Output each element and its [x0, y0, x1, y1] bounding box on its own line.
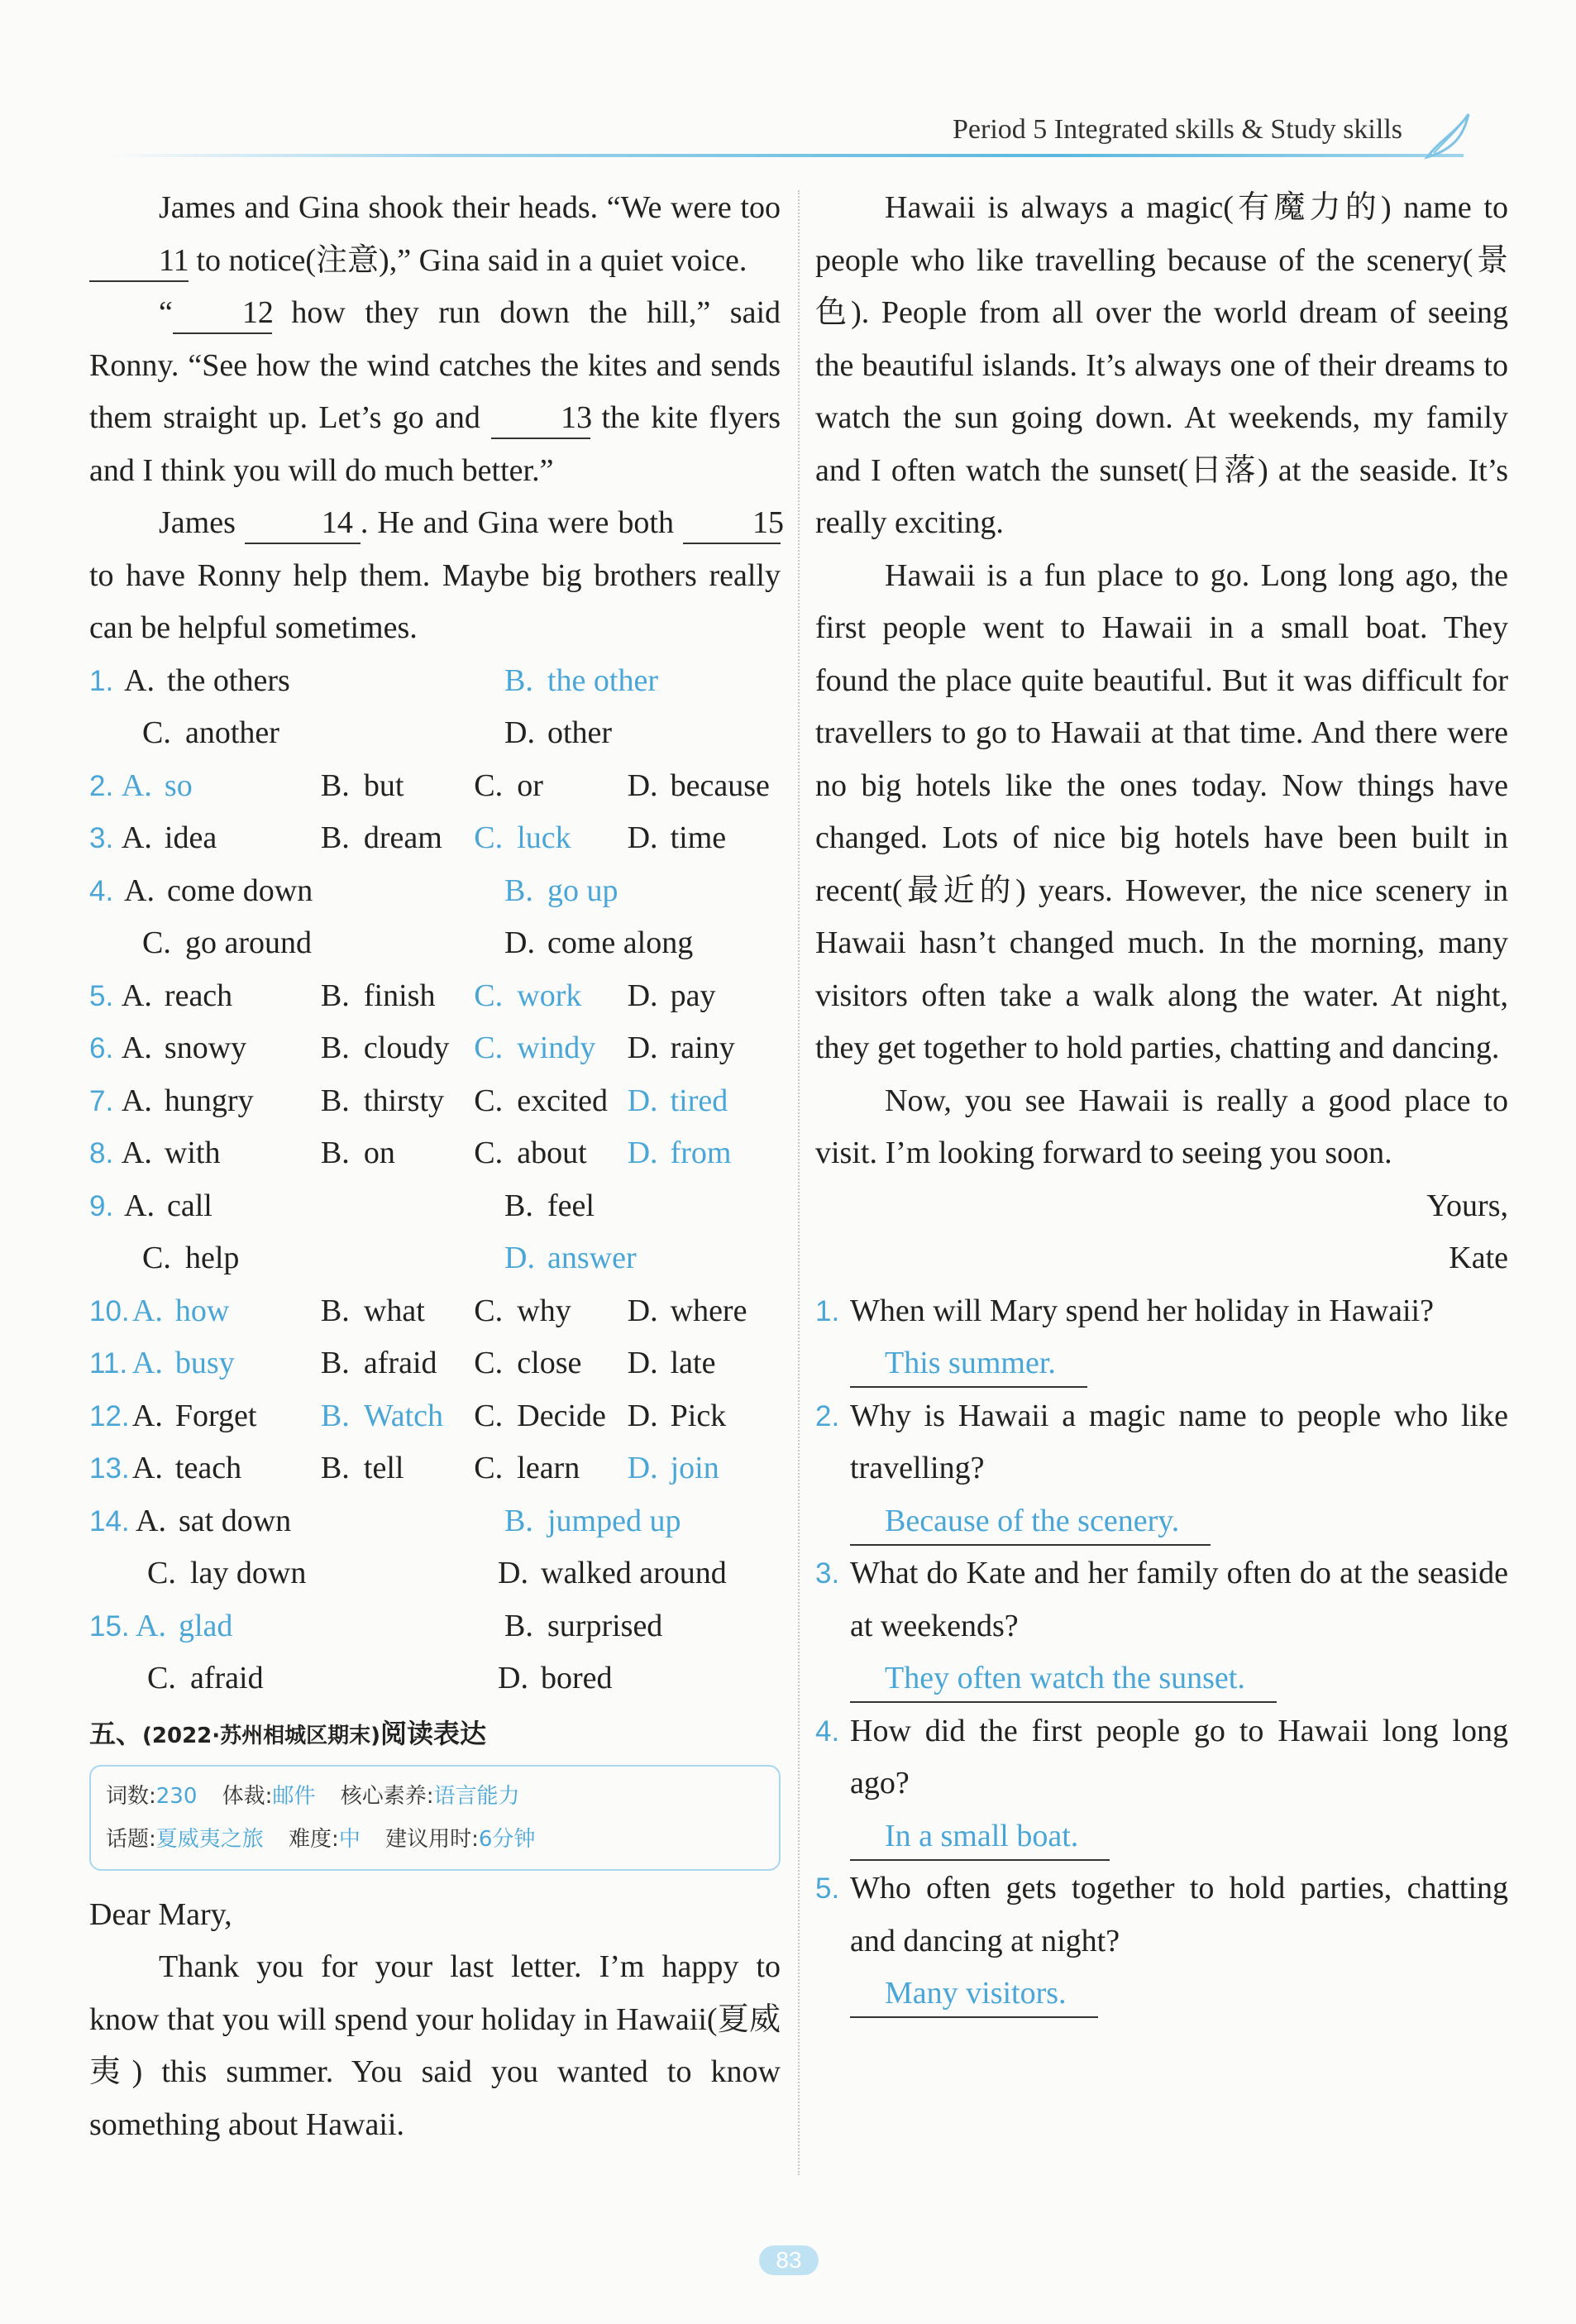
- option-choice: [504, 1600, 752, 1653]
- option-text: or: [517, 767, 543, 803]
- answer-line: [850, 1652, 1508, 1705]
- page-number: 83: [759, 2245, 819, 2275]
- comprehension-question: [815, 1390, 1508, 1495]
- option-letter: A.: [136, 1503, 166, 1538]
- option-choice: [122, 970, 321, 1023]
- option-row: [89, 1337, 781, 1390]
- option-choice: [498, 1652, 746, 1705]
- option-row: [89, 1390, 781, 1443]
- letter-paragraph-4: Now, you see Hawaii is really a good place to visit. I’m looking forward to seeing you soon.: [815, 1083, 1508, 1170]
- option-row: [89, 1180, 781, 1233]
- option-text: reach: [164, 978, 233, 1013]
- option-choice: [122, 760, 321, 813]
- option-row: [89, 917, 781, 970]
- comprehension-question: [815, 1863, 1508, 1968]
- option-choice: [628, 812, 781, 865]
- option-text: excited: [517, 1083, 608, 1118]
- question-number: 15.: [89, 1609, 130, 1643]
- option-letter: D.: [627, 767, 658, 803]
- question-text: Why is Hawaii a magic name to people who like travelling?: [850, 1398, 1508, 1485]
- option-text: how: [174, 1293, 230, 1328]
- option-choice: [628, 1390, 781, 1443]
- option-choice: [142, 917, 504, 970]
- option-text: answer: [547, 1241, 637, 1275]
- option-row: [89, 970, 781, 1023]
- option-letter: B.: [504, 873, 533, 908]
- option-choice: [321, 1442, 474, 1495]
- comprehension-question: [815, 1705, 1508, 1810]
- blank-11: 11: [89, 241, 189, 282]
- option-row: [89, 1495, 781, 1548]
- info-box: [89, 1765, 781, 1871]
- info-row-2: 话题:夏威夷之旅 难度:中 建议用时:6分钟: [106, 1826, 536, 1852]
- option-letter: B.: [320, 1136, 350, 1170]
- option-text: late: [670, 1346, 716, 1380]
- option-text: luck: [517, 820, 571, 855]
- option-choice: [321, 1337, 474, 1390]
- option-row: [89, 1022, 781, 1075]
- option-text: jumped up: [547, 1503, 681, 1538]
- option-letter: D.: [627, 820, 658, 855]
- option-choice: [321, 1075, 474, 1128]
- question-number: 1.: [89, 664, 114, 697]
- option-text: go up: [547, 873, 618, 908]
- option-letter: A.: [124, 873, 155, 908]
- option-letter: B.: [504, 662, 533, 698]
- option-text: another: [185, 715, 279, 750]
- option-choice: [474, 1390, 627, 1443]
- question-text: How did the first people go to Hawaii long long ago?: [850, 1713, 1508, 1800]
- option-choice: [124, 655, 504, 708]
- option-text: sat down: [179, 1503, 292, 1538]
- question-number: [89, 917, 142, 970]
- option-text: bored: [541, 1661, 613, 1695]
- option-choice: [132, 1285, 321, 1338]
- option-choice: [628, 970, 781, 1023]
- question-number: 7.: [89, 1084, 114, 1117]
- answer-line: [850, 1495, 1508, 1548]
- option-choice: [124, 865, 504, 918]
- option-letter: B.: [320, 978, 350, 1013]
- option-choice: [142, 1232, 504, 1285]
- option-choice: [132, 1390, 321, 1443]
- option-choice: [474, 1075, 627, 1128]
- option-text: lay down: [190, 1556, 307, 1590]
- running-header: Period 5 Integrated skills & Study skills: [953, 114, 1402, 145]
- option-text: work: [517, 978, 582, 1013]
- option-letter: B.: [504, 1608, 533, 1643]
- option-text: afraid: [363, 1346, 437, 1380]
- question-number: 9.: [89, 1189, 114, 1222]
- question-number: 4.: [89, 874, 114, 907]
- question-number: 5.: [815, 1872, 840, 1905]
- option-choice: [122, 812, 321, 865]
- option-text: walked around: [541, 1556, 727, 1590]
- option-row: [89, 760, 781, 813]
- story-paragraph-1: James and Gina shook their heads. “We were too 11 to notice(注意),” Gina said in a quiet voice.: [89, 182, 781, 287]
- option-text: thirsty: [363, 1083, 445, 1118]
- letter-paragraph-2: Hawaii is always a magic(有魔力的) name to people who like travelling because of the scenery(景色). People from all over the world dream of seeing the beautiful islands. It’s always one of their dreams to watch the sun going down. At weekends, my family and I often watch the sunset(日落) at the seaside. It’s really exciting.: [815, 190, 1508, 540]
- option-letter: D.: [504, 1241, 535, 1275]
- option-choice: [474, 760, 627, 813]
- leaf-icon: [1419, 108, 1477, 165]
- option-letter: A.: [124, 662, 155, 698]
- option-letter: B.: [504, 1188, 533, 1223]
- answer-text: They often watch the sunset.: [850, 1655, 1277, 1703]
- option-letter: C.: [474, 1346, 504, 1380]
- letter-paragraph-1: Thank you for your last letter. I’m happy to know that you will spend your holiday in Hawaii(夏威夷) this summer. You said you wanted to know something about Hawaii.: [89, 1949, 781, 2142]
- option-text: Pick: [670, 1398, 727, 1433]
- option-letter: A.: [121, 820, 152, 855]
- option-text: Decide: [517, 1398, 606, 1433]
- option-letter: D.: [627, 978, 658, 1013]
- option-letter: B.: [320, 820, 350, 855]
- option-text: call: [167, 1188, 213, 1223]
- option-letter: C.: [474, 767, 504, 803]
- answer-text: This summer.: [850, 1340, 1087, 1388]
- option-letter: C.: [142, 925, 171, 960]
- question-number: [89, 1232, 142, 1285]
- question-number: 3.: [89, 822, 114, 854]
- option-choice: [321, 812, 474, 865]
- option-choice: [628, 1442, 781, 1495]
- option-letter: B.: [320, 1398, 350, 1433]
- option-choice: [504, 865, 752, 918]
- option-letter: A.: [121, 1030, 152, 1065]
- comprehension-question: [815, 1285, 1508, 1338]
- option-letter: A.: [121, 767, 152, 803]
- option-text: teach: [174, 1451, 242, 1485]
- option-choice: [132, 1442, 321, 1495]
- option-text: surprised: [547, 1608, 663, 1643]
- option-letter: C.: [474, 978, 504, 1013]
- option-letter: A.: [131, 1451, 163, 1485]
- option-choice: [321, 970, 474, 1023]
- option-text: help: [185, 1241, 240, 1275]
- option-choice: [147, 1652, 498, 1705]
- option-letter: A.: [121, 1136, 152, 1170]
- option-row: [89, 1442, 781, 1495]
- option-row: [89, 865, 781, 918]
- option-row: [89, 707, 781, 760]
- question-number: 4.: [815, 1714, 840, 1748]
- option-text: so: [164, 767, 193, 803]
- option-choice: [147, 1547, 498, 1600]
- option-choice: [136, 1600, 504, 1653]
- option-letter: D.: [627, 1451, 658, 1485]
- letter-paragraph-3: Hawaii is a fun place to go. Long long ago, the first people went to Hawaii in a small boat. They found the place quite beautiful. But it was difficult for travellers to go to Hawaii at that time. And there were no big hotels like the ones today. Now things have changed. Lots of nice big hotels have been built in recent(最近的) years. However, the nice scenery in Hawaii hasn’t changed much. In the morning, many visitors often take a walk along the water. At night, they get together to hold parties, chatting and dancing.: [815, 557, 1508, 1065]
- option-text: close: [517, 1346, 582, 1380]
- option-choice: [122, 1075, 321, 1128]
- option-text: the other: [547, 662, 659, 698]
- option-letter: C.: [474, 1136, 504, 1170]
- question-number: 8.: [89, 1137, 114, 1169]
- option-letter: B.: [320, 1293, 350, 1328]
- question-number: 2.: [815, 1399, 840, 1432]
- questions-list: [815, 1285, 1508, 2020]
- option-letter: A.: [136, 1608, 166, 1643]
- question-number: 14.: [89, 1504, 130, 1537]
- option-text: other: [547, 715, 613, 750]
- option-letter: C.: [142, 715, 171, 750]
- option-row: [89, 1547, 781, 1600]
- option-choice: [628, 1075, 781, 1128]
- option-row: [89, 1652, 781, 1705]
- info-row-1: 词数:230 体裁:邮件 核心素养:语言能力: [106, 1783, 520, 1809]
- option-text: idea: [164, 820, 217, 855]
- option-choice: [321, 1390, 474, 1443]
- option-text: come along: [547, 925, 694, 960]
- question-number: 12.: [89, 1399, 130, 1432]
- option-letter: D.: [627, 1083, 658, 1118]
- option-letter: B.: [320, 1030, 350, 1065]
- option-choice: [628, 1337, 781, 1390]
- option-text: because: [670, 767, 770, 803]
- option-text: but: [363, 767, 404, 803]
- option-text: pay: [670, 978, 716, 1013]
- option-letter: C.: [474, 1030, 504, 1065]
- blank-13: 13: [491, 398, 590, 439]
- story-paragraph-3: James 14 . He and Gina were both 15 to have Ronny help them. Maybe big brothers really can be helpful sometimes.: [89, 497, 781, 655]
- story-paragraph-2: “ 12 how they run down the hill,” said Ronny. “See how the wind catches the kites and sends them straight up. Let’s go and 13 the kite flyers and I think you will do much better.”: [89, 287, 781, 497]
- option-letter: D.: [627, 1398, 658, 1433]
- option-choice: [321, 1127, 474, 1180]
- option-text: glad: [179, 1608, 233, 1643]
- answer-line: [850, 1968, 1508, 2020]
- option-letter: D.: [498, 1556, 528, 1590]
- question-number: 5.: [89, 979, 114, 1012]
- option-letter: C.: [474, 1083, 504, 1118]
- option-letter: D.: [627, 1030, 658, 1065]
- option-letter: C.: [474, 1398, 504, 1433]
- question-number: [89, 707, 142, 760]
- options-list: [89, 655, 781, 1705]
- option-choice: [504, 707, 752, 760]
- letter-signature: Kate: [1449, 1241, 1508, 1275]
- option-choice: [474, 1285, 627, 1338]
- option-choice: [504, 655, 752, 708]
- option-letter: C.: [147, 1556, 176, 1590]
- option-letter: B.: [320, 767, 350, 803]
- option-choice: [122, 1022, 321, 1075]
- option-letter: D.: [498, 1661, 528, 1695]
- option-letter: D.: [627, 1293, 658, 1328]
- option-choice: [474, 1127, 627, 1180]
- option-choice: [321, 1285, 474, 1338]
- option-text: rainy: [670, 1030, 735, 1065]
- option-letter: C.: [474, 820, 504, 855]
- blank-14: 14: [245, 503, 361, 544]
- option-letter: B.: [320, 1346, 350, 1380]
- option-choice: [628, 1127, 781, 1180]
- option-text: dream: [363, 820, 442, 855]
- answer-text: Because of the scenery.: [850, 1498, 1211, 1546]
- option-choice: [474, 1442, 627, 1495]
- option-choice: [474, 812, 627, 865]
- option-row: [89, 812, 781, 865]
- option-letter: A.: [131, 1293, 163, 1328]
- question-number: [89, 1652, 147, 1705]
- right-column: [815, 182, 1508, 2020]
- question-text: Who often gets together to hold parties, chatting and dancing at night?: [850, 1871, 1508, 1958]
- option-choice: [122, 1127, 321, 1180]
- option-text: on: [363, 1136, 395, 1170]
- option-text: with: [164, 1136, 221, 1170]
- section-heading: 五、(2022·苏州相城区期末)阅读表达: [89, 1717, 487, 1749]
- option-text: tired: [670, 1083, 728, 1118]
- letter-closing: Yours,: [1426, 1188, 1508, 1223]
- option-choice: [124, 1180, 504, 1233]
- option-choice: [504, 1180, 752, 1233]
- header-rule: [107, 154, 1464, 157]
- option-choice: [628, 1285, 781, 1338]
- option-text: where: [670, 1293, 747, 1328]
- answer-text: Many visitors.: [850, 1970, 1098, 2018]
- option-text: busy: [174, 1346, 235, 1380]
- option-letter: D.: [504, 715, 535, 750]
- option-text: what: [363, 1293, 425, 1328]
- option-choice: [498, 1547, 746, 1600]
- option-choice: [321, 760, 474, 813]
- option-text: afraid: [190, 1661, 264, 1695]
- option-letter: D.: [504, 925, 535, 960]
- option-choice: [136, 1495, 504, 1548]
- blank-12: 12: [173, 293, 272, 334]
- question-number: [89, 1547, 147, 1600]
- option-choice: [321, 1022, 474, 1075]
- option-text: Watch: [363, 1398, 444, 1433]
- option-text: come down: [167, 873, 313, 908]
- option-text: feel: [547, 1188, 595, 1223]
- option-letter: A.: [131, 1398, 163, 1433]
- option-text: from: [670, 1136, 732, 1170]
- option-row: [89, 655, 781, 708]
- comprehension-question: [815, 1547, 1508, 1652]
- option-letter: C.: [142, 1241, 171, 1275]
- option-text: hungry: [164, 1083, 254, 1118]
- option-letter: D.: [627, 1346, 658, 1380]
- option-text: join: [670, 1451, 719, 1485]
- option-text: time: [670, 820, 727, 855]
- option-letter: B.: [320, 1451, 350, 1485]
- answer-text: In a small boat.: [850, 1813, 1110, 1861]
- question-number: 2.: [89, 769, 114, 802]
- left-column: [89, 182, 784, 2151]
- option-row: [89, 1127, 781, 1180]
- option-row: [89, 1600, 781, 1653]
- option-text: snowy: [164, 1030, 247, 1065]
- option-text: the others: [167, 662, 290, 698]
- option-letter: B.: [504, 1503, 533, 1538]
- answer-line: [850, 1337, 1508, 1390]
- question-number: 13.: [89, 1452, 130, 1485]
- option-row: [89, 1232, 781, 1285]
- option-choice: [474, 970, 627, 1023]
- answer-line: [850, 1810, 1508, 1863]
- option-choice: [504, 1495, 752, 1548]
- question-text: When will Mary spend her holiday in Hawaii?: [850, 1293, 1434, 1328]
- option-row: [89, 1075, 781, 1128]
- option-choice: [504, 1232, 752, 1285]
- option-text: finish: [363, 978, 436, 1013]
- option-text: windy: [517, 1030, 596, 1065]
- option-letter: C.: [474, 1293, 504, 1328]
- question-text: What do Kate and her family often do at the seaside at weekends?: [850, 1556, 1508, 1643]
- option-row: [89, 1285, 781, 1338]
- option-choice: [142, 707, 504, 760]
- question-number: 1.: [815, 1294, 840, 1327]
- option-letter: D.: [627, 1136, 658, 1170]
- column-divider: [798, 190, 800, 2175]
- option-text: go around: [185, 925, 313, 960]
- option-letter: A.: [124, 1188, 155, 1223]
- question-number: 11.: [89, 1347, 128, 1380]
- option-choice: [628, 760, 781, 813]
- question-number: 6.: [89, 1032, 114, 1064]
- option-text: cloudy: [363, 1030, 450, 1065]
- option-choice: [474, 1022, 627, 1075]
- option-text: about: [517, 1136, 587, 1170]
- option-choice: [474, 1337, 627, 1390]
- option-letter: C.: [474, 1451, 504, 1485]
- blank-15: 15: [683, 503, 781, 544]
- option-choice: [628, 1022, 781, 1075]
- option-letter: A.: [121, 978, 152, 1013]
- option-text: why: [517, 1293, 571, 1328]
- option-text: learn: [517, 1451, 580, 1485]
- option-choice: [504, 917, 752, 970]
- option-letter: A.: [121, 1083, 152, 1118]
- option-letter: C.: [147, 1661, 176, 1695]
- option-letter: B.: [320, 1083, 350, 1118]
- letter-greeting: Dear Mary,: [89, 1896, 232, 1932]
- option-text: Forget: [174, 1398, 257, 1433]
- option-text: tell: [363, 1451, 404, 1485]
- option-letter: A.: [131, 1346, 163, 1380]
- question-number: 3.: [815, 1557, 840, 1590]
- question-number: 10.: [89, 1294, 130, 1327]
- option-choice: [132, 1337, 321, 1390]
